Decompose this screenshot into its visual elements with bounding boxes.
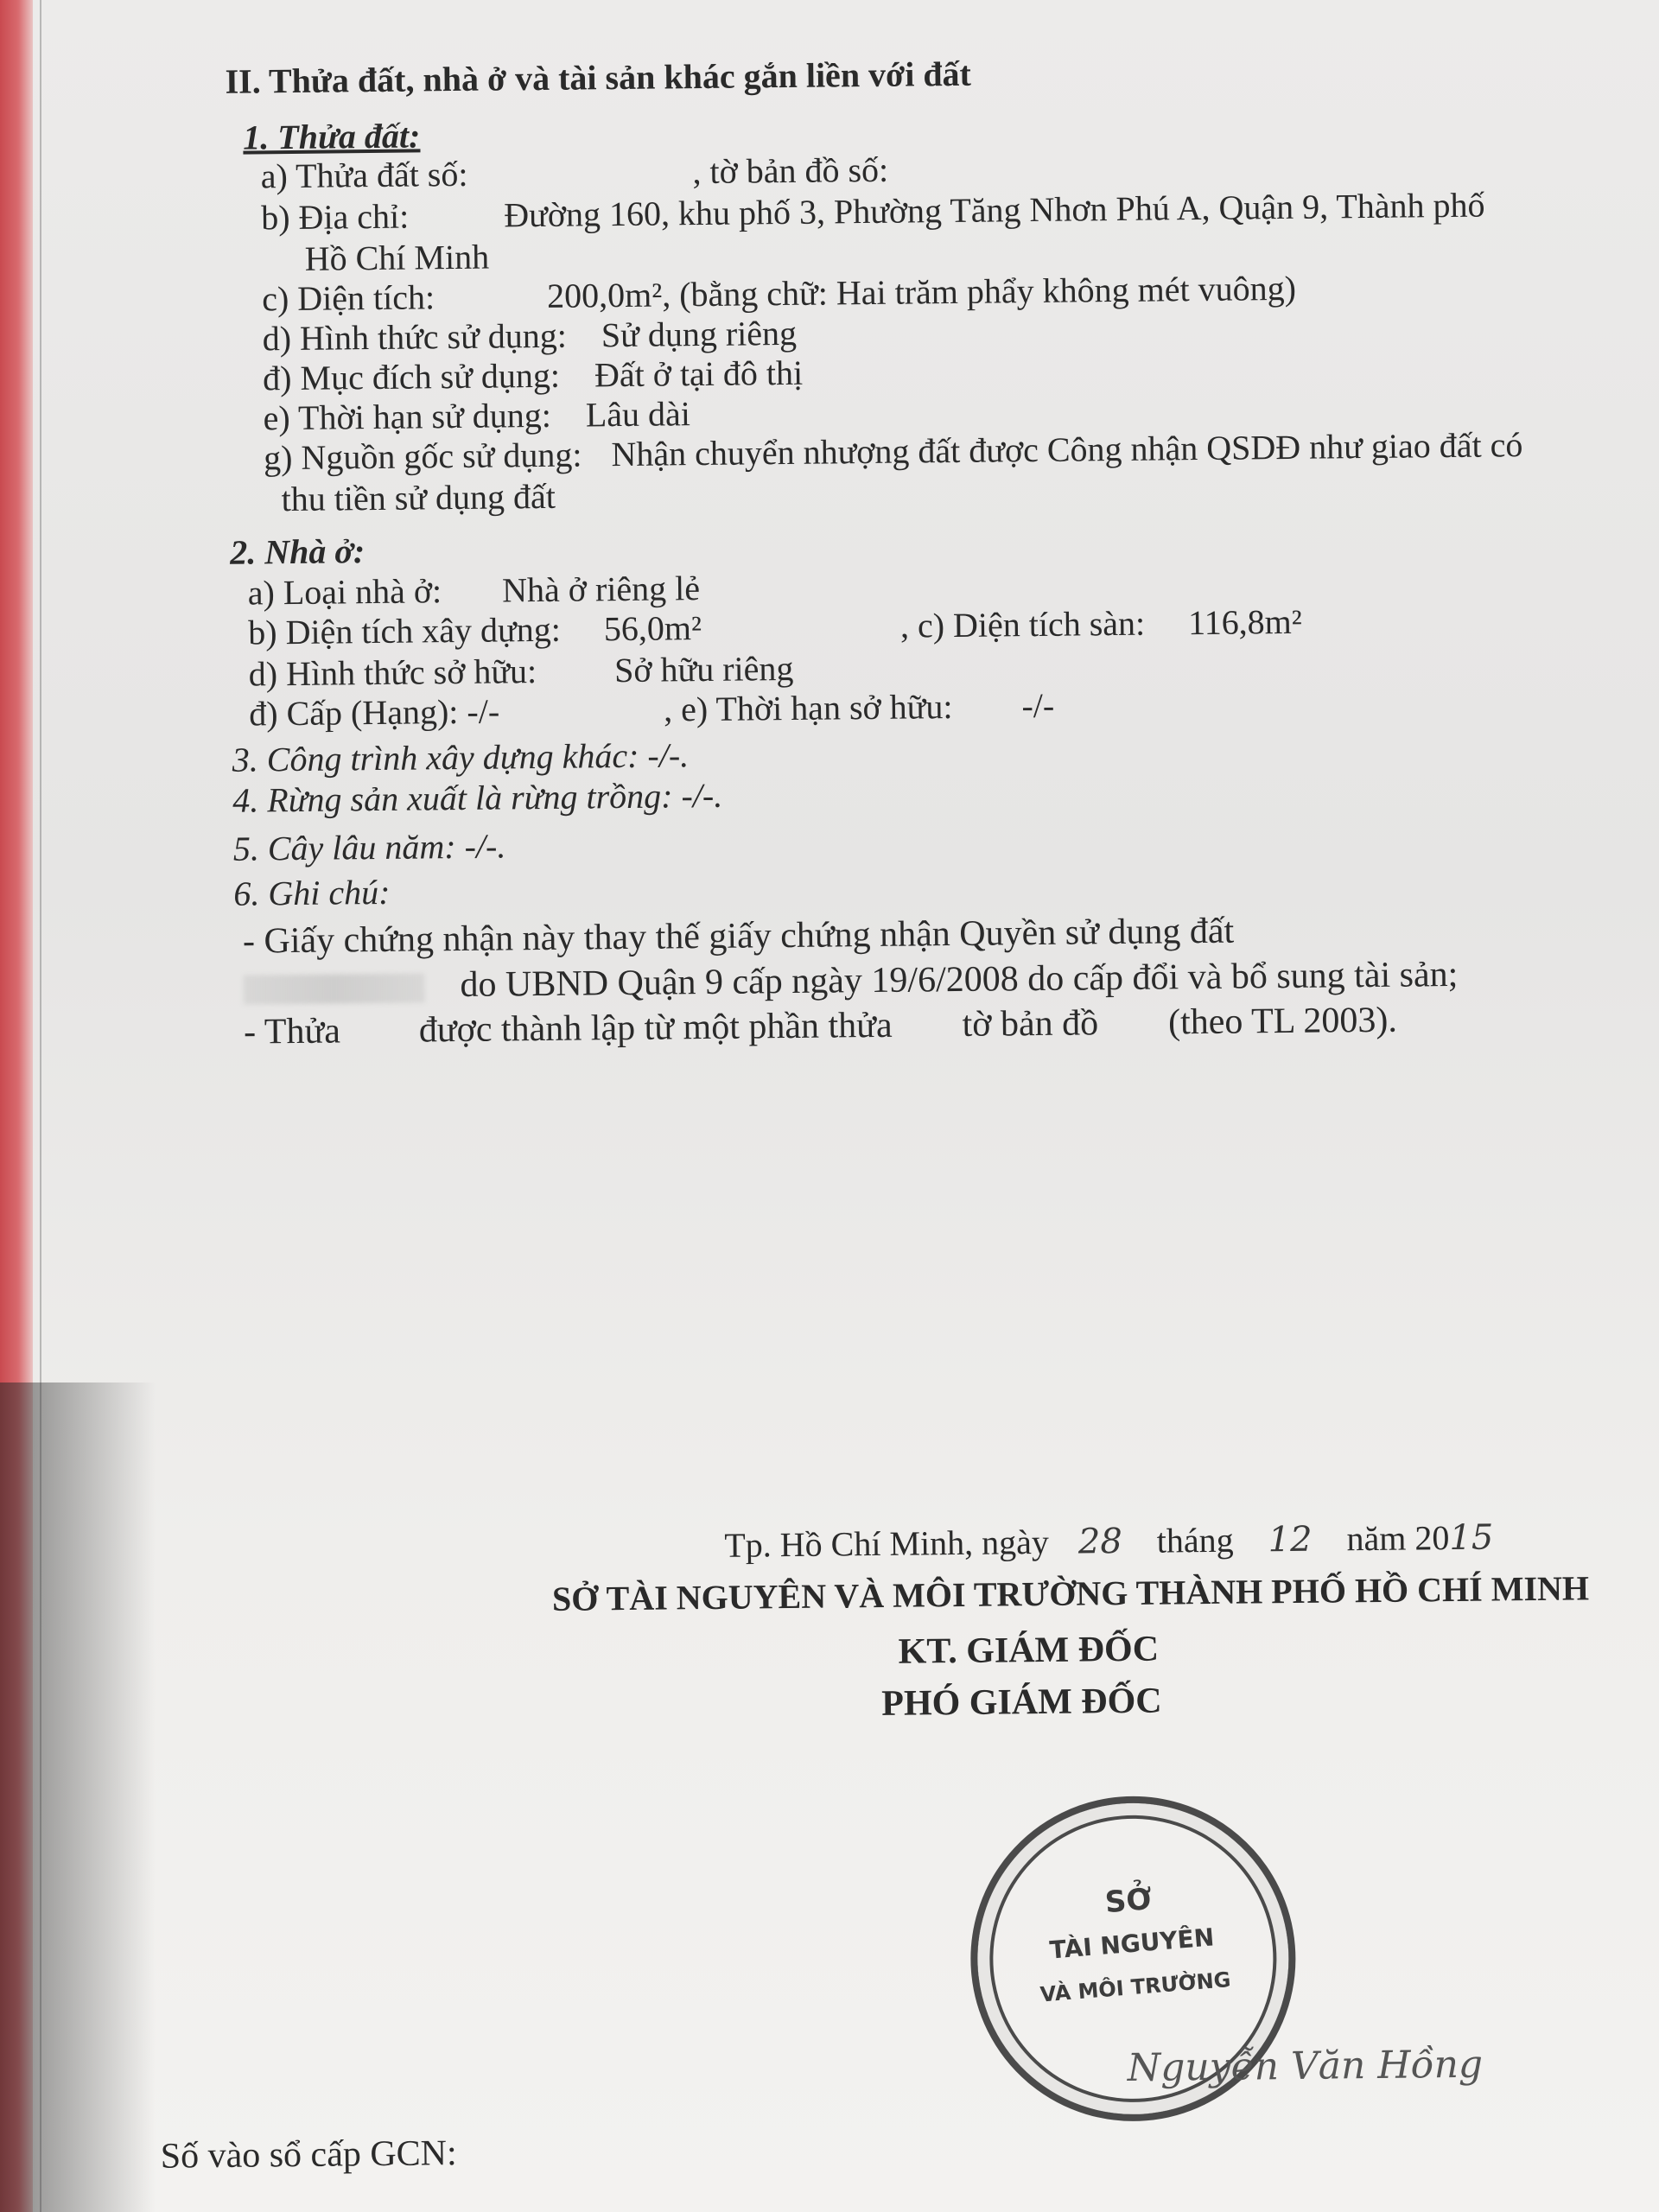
date-year: 15 — [1449, 1517, 1494, 1559]
land-term-value: Lâu dài — [585, 394, 691, 435]
place-date-label: Tp. Hồ Chí Minh, ngày — [724, 1522, 1050, 1565]
signer-signature: Nguyễn Văn Hồng — [1127, 2042, 1484, 2090]
production-forest: 4. Rừng sản xuất là rừng trồng: -/-. — [232, 775, 723, 820]
house-owner-term-value: -/- — [1021, 685, 1055, 726]
land-address-cont: Hồ Chí Minh — [304, 237, 490, 278]
house-build-area-value: 56,0m² — [603, 608, 702, 649]
land-map-sheet-label: , tờ bản đồ số: — [692, 149, 889, 192]
section-title: II. Thửa đất, nhà ở và tài sản khác gắn liền với đất — [225, 54, 972, 101]
note-map-sheet: tờ bản đồ — [962, 1003, 1099, 1045]
land-purpose-label: đ) Mục đích sử dụng: — [262, 355, 561, 398]
land-term-label: e) Thời hạn sử dụng: — [263, 395, 552, 438]
issuing-agency: SỞ TÀI NGUYÊN VÀ MÔI TRƯỜNG THÀNH PHỐ HỒ CHÍ MINH — [551, 1568, 1590, 1618]
house-floor-area-label: , c) Diện tích sàn: — [899, 603, 1146, 645]
land-area-value: 200,0m², (bằng chữ: Hai trăm phẩy không mét vuông) — [546, 268, 1297, 315]
house-type-label: a) Loại nhà ở: — [247, 571, 442, 613]
place-date — [724, 1516, 1493, 1567]
date-month-label: tháng — [1156, 1520, 1234, 1560]
house-owner-term-label: , e) Thời hạn sở hữu: — [663, 687, 953, 729]
land-address-value: Đường 160, khu phố 3, Phường Tăng Nhơn Phú A, Quận 9, Thành phố — [504, 185, 1485, 235]
house-ownership-label: d) Hình thức sở hữu: — [248, 652, 537, 694]
other-works: 3. Công trình xây dựng khác: -/-. — [232, 735, 690, 779]
date-month: 12 — [1268, 1519, 1313, 1560]
house-grade — [249, 684, 1054, 736]
seal-line-2: TÀI NGUYÊN — [1048, 1923, 1216, 1965]
seal-line-3: VÀ MÔI TRƯỜNG — [1039, 1967, 1232, 2007]
signer-role-2: PHÓ GIÁM ĐỐC — [881, 1681, 1162, 1724]
note-line-2-text: do UBND Quận 9 cấp ngày 19/6/2008 do cấp đổi và bổ sung tài sản; — [460, 954, 1459, 1005]
seal-line-1: SỞ — [1103, 1882, 1154, 1921]
house-grade-value: -/- — [467, 691, 500, 731]
land-usage-form-label: d) Hình thức sử dụng: — [262, 315, 568, 359]
date-day: 28 — [1077, 1522, 1123, 1562]
house-heading: 2. Nhà ở: — [230, 531, 365, 572]
house-build-area-label: b) Diện tích xây dựng: — [248, 609, 562, 652]
registry-number: Số vào sổ cấp GCN: — [160, 2133, 457, 2177]
land-heading: 1. Thửa đất: — [243, 116, 421, 157]
date-year-label: năm 20 — [1346, 1518, 1450, 1559]
perennial-trees: 5. Cây lâu năm: -/-. — [232, 826, 506, 868]
note-parcel-label: - Thửa — [243, 1011, 341, 1052]
land-origin-label: g) Nguồn gốc sử dụng: — [263, 435, 582, 478]
hand-shadow — [0, 1382, 156, 2212]
note-reference: (theo TL 2003). — [1167, 1000, 1398, 1043]
house-floor-area-value: 116,8m² — [1187, 601, 1303, 643]
land-address-label: b) Địa chỉ: — [260, 196, 410, 238]
house-grade-label: đ) Cấp (Hạng): — [248, 692, 459, 734]
house-ownership-value: Sở hữu riêng — [613, 648, 794, 690]
house-type-value: Nhà ở riêng lẻ — [501, 569, 701, 610]
note-line-1: - Giấy chứng nhận này thay thế giấy chứng nhận Quyền sử dụng đất — [242, 911, 1235, 962]
land-origin-value: Nhận chuyển nhượng đất được Công nhận QSDĐ như giao đất có — [611, 425, 1523, 474]
land-purpose — [263, 352, 803, 401]
notes-heading: 6. Ghi chú: — [233, 872, 391, 913]
land-purpose-value: Đất ở tại đô thị — [594, 353, 804, 395]
land-area-label: c) Diện tích: — [261, 277, 435, 319]
land-origin-cont: thu tiền sử dụng đất — [281, 476, 556, 519]
redacted-number — [243, 974, 424, 1005]
land-usage-form-value: Sử dụng riêng — [601, 313, 798, 355]
document-body — [160, 20, 1612, 2177]
signer-role-1: KT. GIÁM ĐỐC — [898, 1629, 1160, 1672]
note-parcel-origin: được thành lập từ một phần thửa — [418, 1005, 893, 1051]
land-parcel-label: a) Thửa đất số: — [260, 154, 468, 196]
